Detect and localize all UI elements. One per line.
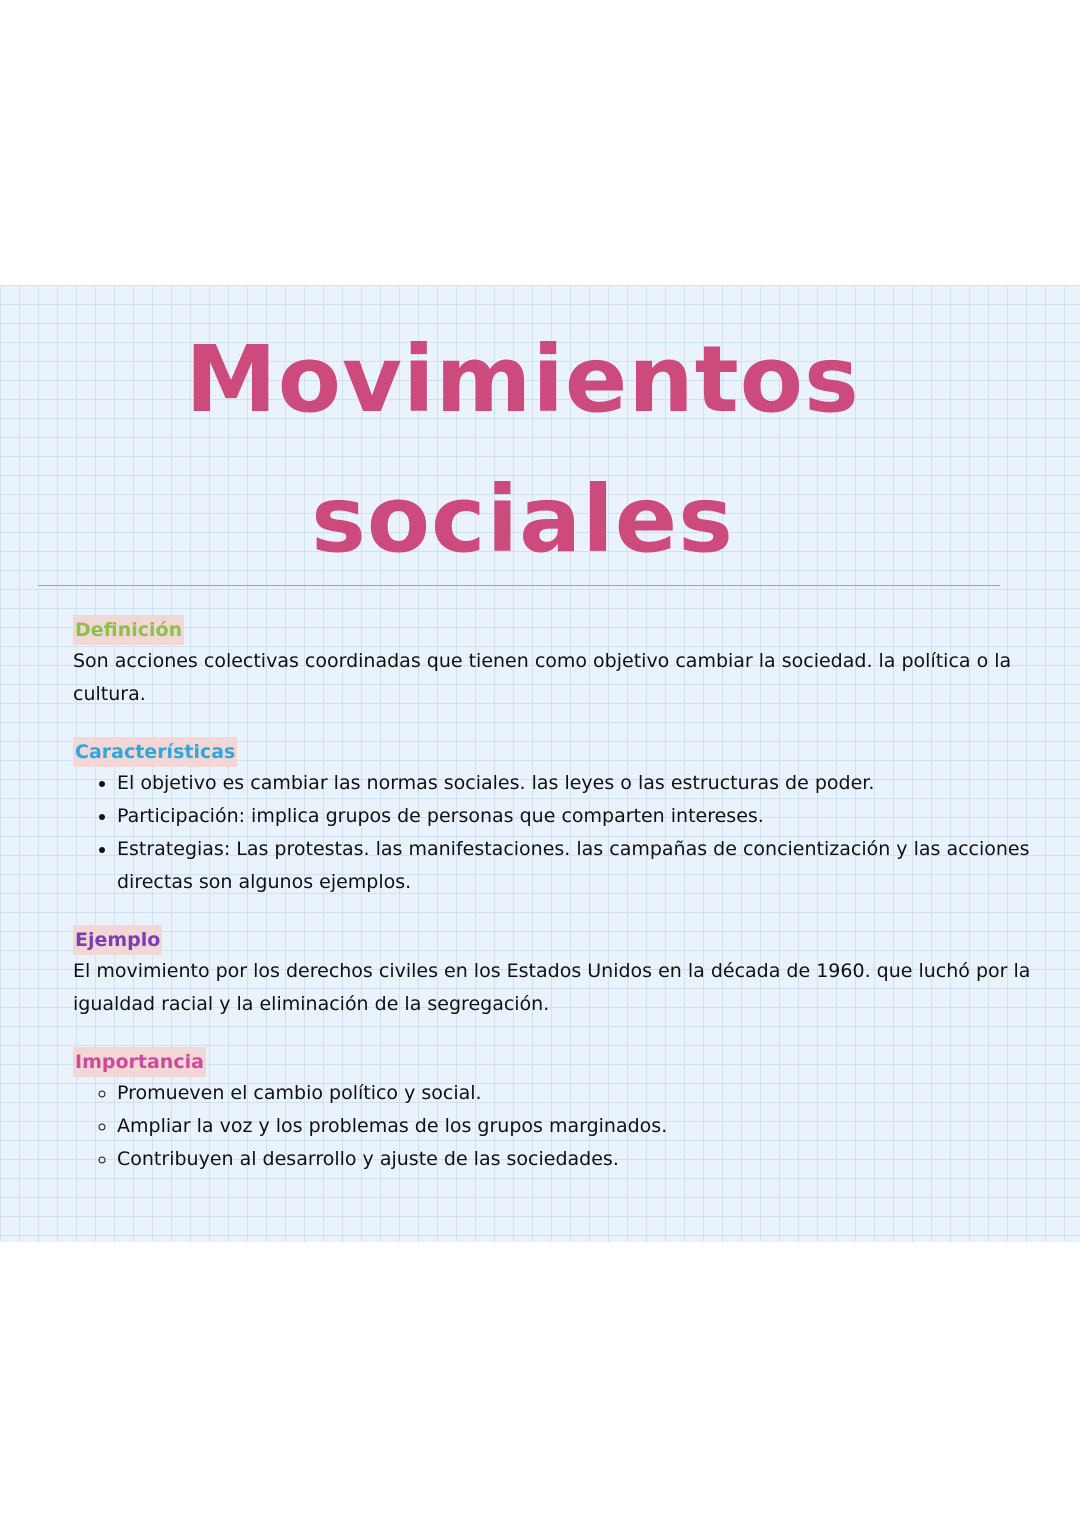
heading-importancia: Importancia	[73, 1047, 206, 1077]
heading-ejemplo: Ejemplo	[73, 925, 162, 955]
list-item: ◦ Contribuyen al desarrollo y ajuste de las sociedades.	[117, 1143, 1033, 1176]
list-item: ◦ Ampliar la voz y los problemas de los grupos marginados.	[117, 1110, 1033, 1143]
list-item: • Participación: implica grupos de personas que comparten intereses.	[117, 800, 1033, 833]
heading-caracteristicas: Características	[73, 737, 237, 767]
ejemplo-text: El movimiento por los derechos civiles en los Estados Unidos en la década de 1960. que luchó por la igualdad racial y la eliminación de la segregación.	[73, 960, 1031, 1015]
section-caracteristicas	[73, 737, 1033, 899]
notes-sheet	[0, 285, 1080, 1242]
definicion-text: Son acciones colectivas coordinadas que tienen como objetivo cambiar la sociedad. la política o la cultura.	[73, 650, 1012, 705]
list-item: • El objetivo es cambiar las normas sociales. las leyes o las estructuras de poder.	[117, 767, 1033, 800]
section-ejemplo	[73, 925, 1033, 1021]
heading-definicion: Definición	[73, 615, 184, 645]
content	[73, 615, 1033, 1202]
list-item: ◦ Promueven el cambio político y social.	[117, 1077, 1033, 1110]
list-item: • Estrategias: Las protestas. las manifestaciones. las campañas de concientización y las acciones directas son algunos ejemplos.	[117, 833, 1033, 899]
page-title: Movimientos sociales	[185, 326, 860, 573]
divider	[38, 585, 1000, 586]
section-definicion	[73, 615, 1033, 711]
section-importancia	[73, 1047, 1033, 1176]
